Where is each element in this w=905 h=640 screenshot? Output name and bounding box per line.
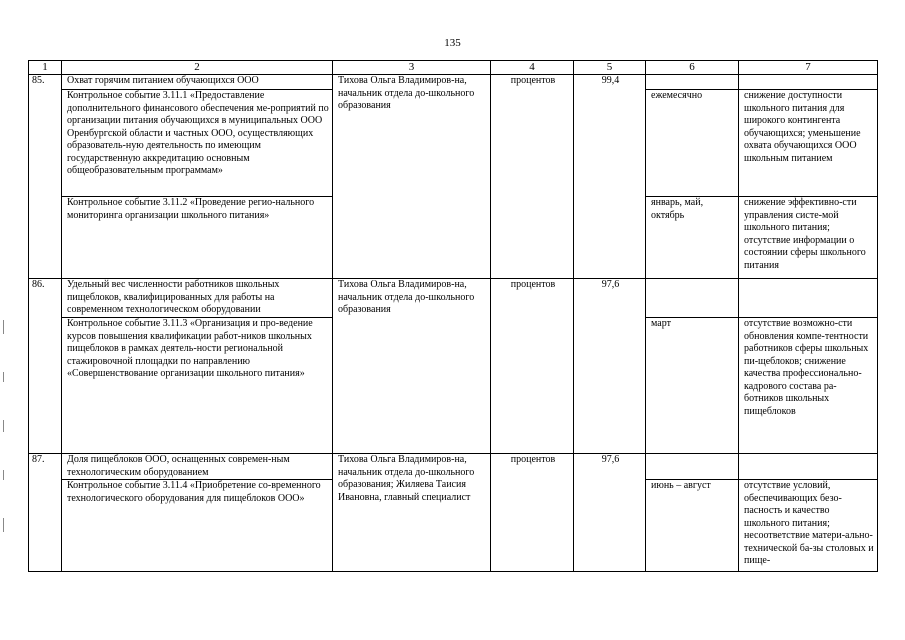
page-number: 135 <box>444 37 461 49</box>
plan-table <box>28 60 878 572</box>
risk-cell: снижение доступности школьного питания для широкого контингента обучающихся; уменьшение охвата обучающихся ООО школьным питанием <box>739 90 878 197</box>
table-row <box>29 279 878 318</box>
col-header: 7 <box>739 61 878 75</box>
unit-cell: процентов <box>491 454 574 572</box>
row-number: 87. <box>29 454 62 572</box>
control-event-text: Контрольное событие 3.11.2 «Проведение регио-нального мониторинга организации школьного питания» <box>62 197 333 279</box>
period-cell <box>646 454 739 480</box>
risk-cell <box>739 75 878 90</box>
period-cell: март <box>646 318 739 454</box>
col-header: 1 <box>29 61 62 75</box>
col-header: 2 <box>62 61 333 75</box>
responsible-cell: Тихова Ольга Владимиров-на, начальник отдела до-школьного образования; Жиляева Таисия Ивановна, главный специалист <box>333 454 491 572</box>
period-cell: июнь – август <box>646 480 739 572</box>
col-header: 5 <box>574 61 646 75</box>
col-header: 6 <box>646 61 739 75</box>
risk-cell <box>739 454 878 480</box>
col-header: 3 <box>333 61 491 75</box>
col-header: 4 <box>491 61 574 75</box>
value-cell: 97,6 <box>574 279 646 454</box>
period-cell <box>646 279 739 318</box>
control-event-text: Контрольное событие 3.11.1 «Предоставление дополнительного финансового обеспечения ме-роприятий по организации питания обучающихся в муниципальных ООО Оренбургской области и частных ООО, осуществляющих образователь-ную деятельность по имеющим государственную аккредитацию основным общеобразовательным программам» <box>62 90 333 197</box>
period-cell <box>646 75 739 90</box>
risk-cell: снижение эффективно-сти управления систе-мой школьного питания; отсутствие информации о состоянии сферы школьного питания <box>739 197 878 279</box>
period-cell: ежемесячно <box>646 90 739 197</box>
responsible-cell: Тихова Ольга Владимиров-на, начальник отдела до-школьного образования <box>333 75 491 279</box>
responsible-cell: Тихова Ольга Владимиров-на, начальник отдела до-школьного образования <box>333 279 491 454</box>
header-row <box>29 61 878 75</box>
control-event-text: Контрольное событие 3.11.4 «Приобретение со-временного технологического оборудования для пищеблоков ООО» <box>62 480 333 572</box>
indicator-text: Охват горячим питанием обучающихся ООО <box>62 75 333 90</box>
risk-cell: отсутствие возможно-сти обновления компе-тентности работников сферы школьных пи-щеблоков; снижение качества профессионально-кадрового состава ра-ботников школьных пищеблоков <box>739 318 878 454</box>
unit-cell: процентов <box>491 75 574 279</box>
scan-margin-marks <box>3 320 5 570</box>
period-cell: январь, май, октябрь <box>646 197 739 279</box>
indicator-text: Удельный вес численности работников школьных пищеблоков, квалифицированных для работы на современном технологическом оборудовании <box>62 279 333 318</box>
risk-cell <box>739 279 878 318</box>
risk-cell: отсутствие условий, обеспечивающих безо-пасность и качество школьного питания; несоответствие матери-ально-технической ба-зы столовых и пище- <box>739 480 878 572</box>
row-number: 85. <box>29 75 62 279</box>
row-number: 86. <box>29 279 62 454</box>
unit-cell: процентов <box>491 279 574 454</box>
indicator-text: Доля пищеблоков ООО, оснащенных современ-ным технологическим оборудованием <box>62 454 333 480</box>
value-cell: 97,6 <box>574 454 646 572</box>
table-row <box>29 454 878 480</box>
control-event-text: Контрольное событие 3.11.3 «Организация и про-ведение курсов повышения квалификации работ-ников школьных пищеблоков в рамках деятель-ности региональной стажировочной площадки по направлению «Совершенствование организации школьного питания» <box>62 318 333 454</box>
value-cell: 99,4 <box>574 75 646 279</box>
table-row <box>29 75 878 90</box>
